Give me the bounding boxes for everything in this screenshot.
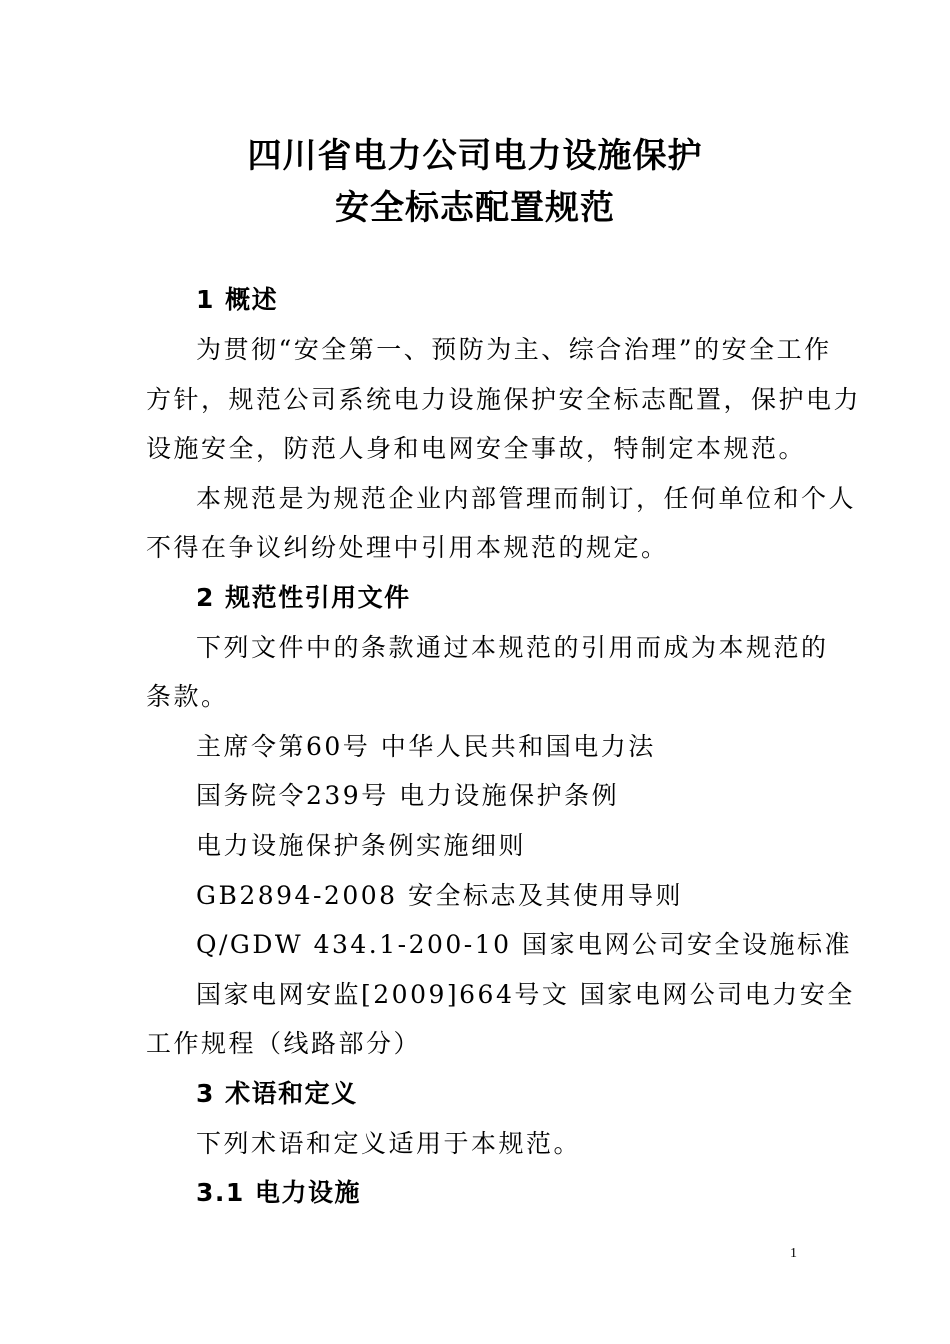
paragraph-line: 条款。	[146, 682, 229, 711]
section-heading-references: 2 规范性引用文件	[196, 583, 411, 612]
reference-item: 国家电网安监[2009]664号文 国家电网公司电力安全	[196, 980, 855, 1009]
paragraph-line: 下列文件中的条款通过本规范的引用而成为本规范的	[196, 633, 829, 662]
paragraph-line: 方针，规范公司系统电力设施保护安全标志配置，保护电力	[146, 385, 862, 414]
section-heading-terms: 3 术语和定义	[196, 1079, 358, 1108]
subsection-heading-power-facilities: 3.1 电力设施	[196, 1178, 361, 1207]
paragraph-line: 本规范是为规范企业内部管理而制订，任何单位和个人	[196, 484, 857, 513]
document-title-line-2: 安全标志配置规范	[335, 188, 615, 228]
paragraph-line: 不得在争议纠纷处理中引用本规范的规定。	[146, 533, 669, 562]
reference-item: Q/GDW 434.1-200-10 国家电网公司安全设施标准	[196, 930, 853, 959]
section-heading-overview: 1 概述	[196, 285, 279, 314]
paragraph-line: 设施安全，防范人身和电网安全事故，特制定本规范。	[146, 434, 807, 463]
page-number: 1	[790, 1246, 797, 1261]
reference-item: GB2894-2008 安全标志及其使用导则	[196, 881, 683, 910]
paragraph-line: 为贯彻“安全第一、预防为主、综合治理”的安全工作	[196, 335, 832, 364]
reference-item-continued: 工作规程（线路部分）	[146, 1029, 422, 1058]
reference-item: 主席令第60号 中华人民共和国电力法	[196, 732, 656, 761]
paragraph-line: 下列术语和定义适用于本规范。	[196, 1129, 582, 1158]
reference-item: 国务院令239号 电力设施保护条例	[196, 781, 620, 810]
document-title-line-1: 四川省电力公司电力设施保护	[247, 136, 703, 176]
reference-item: 电力设施保护条例实施细则	[196, 831, 527, 860]
